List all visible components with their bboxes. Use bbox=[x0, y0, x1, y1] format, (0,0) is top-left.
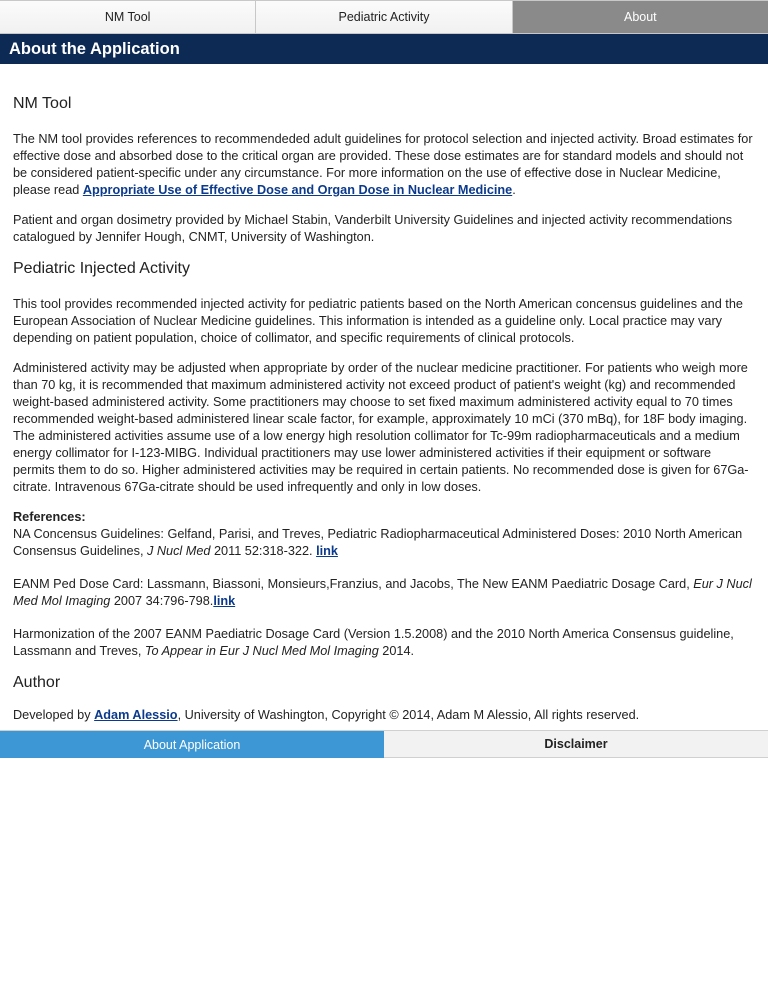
reference-2-cite: 2007 34:796-798. bbox=[110, 594, 214, 608]
author-suffix: , University of Washington, Copyright © 2014, Adam M Alessio, All rights reserved. bbox=[177, 708, 640, 722]
reference-2 bbox=[13, 576, 755, 610]
bottom-tab-bar bbox=[0, 730, 768, 758]
author-prefix: Developed by bbox=[13, 708, 95, 722]
tab-about[interactable]: About bbox=[512, 1, 768, 33]
reference-2-link[interactable]: link bbox=[213, 594, 236, 608]
nm-tool-paragraph-end: . bbox=[512, 183, 516, 197]
tab-disclaimer[interactable]: Disclaimer bbox=[384, 731, 768, 758]
reference-3-text: Harmonization of the 2007 EANM Paediatric Dosage Card (Version 1.5.2008) and the 2010 North America Consensus guideline, Lassmann and Treves, bbox=[13, 627, 734, 658]
page-title: About the Application bbox=[0, 34, 768, 64]
reference-3-cite: 2014. bbox=[378, 644, 415, 658]
nm-tool-paragraph bbox=[13, 131, 755, 199]
reference-1 bbox=[13, 509, 755, 560]
reference-1-text: NA Concensus Guidelines: Gelfand, Parisi, and Treves, Pediatric Radiopharmaceutical Administered Doses: 2010 North American Consensus Guidelines, bbox=[13, 527, 743, 558]
nm-tool-paragraph-text: The NM tool provides references to recommendeded adult guidelines for protocol selection and injected activity. Broad estimates for effective dose and absorbed dose to the critical organ are provided. These dose estimates are for standard models and should not be considered patient-specific under any circumstance. For more information on the use of effective dose in Nuclear Medicine, please read bbox=[13, 132, 753, 197]
nm-tool-heading: NM Tool bbox=[13, 95, 72, 112]
reference-3-journal: To Appear in Eur J Nucl Med Mol Imaging bbox=[144, 644, 379, 658]
reference-2-journal: Eur J Nucl Med Mol Imaging bbox=[13, 577, 752, 608]
author-heading: Author bbox=[13, 674, 61, 691]
reference-3 bbox=[13, 626, 755, 660]
pediatric-paragraph-1: This tool provides recommended injected activity for pediatric patients based on the North American concensus guidelines and the European Association of Nuclear Medicine guidelines. This information is intended as a guideline only. Local practice may vary depending on patient population, choice of collimator, and specific requirements of clinical protocols. bbox=[13, 297, 743, 345]
pediatric-heading: Pediatric Injected Activity bbox=[13, 260, 190, 277]
about-content bbox=[0, 64, 768, 724]
tab-about-application[interactable]: About Application bbox=[0, 731, 384, 758]
tab-pediatric-activity[interactable]: Pediatric Activity bbox=[255, 1, 511, 33]
reference-1-journal: J Nucl Med bbox=[147, 544, 211, 558]
reference-1-cite: 2011 52:318-322. bbox=[210, 544, 317, 558]
dosimetry-credits: Patient and organ dosimetry provided by Michael Stabin, Vanderbilt University Guidelines and injected activity recommendations catalogued by Jennifer Hough, CNMT, University of Washington. bbox=[13, 213, 733, 244]
references-title: References: bbox=[13, 510, 86, 524]
author-link[interactable]: Adam Alessio bbox=[94, 708, 178, 722]
reference-2-text: EANM Ped Dose Card: Lassmann, Biassoni, Monsieurs,Franzius, and Jacobs, The New EANM Paediatric Dosage Card, bbox=[13, 577, 694, 591]
pediatric-paragraph-2: Administered activity may be adjusted when appropriate by order of the nuclear medicine practitioner. For patients who weigh more than 70 kg, it is recommended that maximum administered activity not exceed product of patient's weight (kg) and recommended weight-based administered activity. Some practitioners may choose to set fixed maximum administered activity equal to 70 times recommended weight-based administered linear scale factor, for example, approximately 10 mCi (370 mBq), for 18F body imaging. The administered activities assume use of a low energy high resolution collimator for Tc-99m radiopharmaceuticals and a medium energy collimator for I-123-MIBG. Individual practitioners may use lower administered activities if their equipment or software permits them to do so. Higher administered activities may be required in certain patients. No recommended dose is given for 67Ga-citrate. Intravenous 67Ga-citrate should be used infrequently and only in low doses. bbox=[13, 361, 749, 494]
author-paragraph bbox=[13, 707, 755, 724]
tab-nm-tool[interactable]: NM Tool bbox=[0, 1, 255, 33]
reference-1-link[interactable]: link bbox=[316, 544, 338, 558]
top-tab-bar bbox=[0, 0, 768, 34]
effective-dose-link[interactable]: Appropriate Use of Effective Dose and Organ Dose in Nuclear Medicine bbox=[82, 183, 513, 197]
